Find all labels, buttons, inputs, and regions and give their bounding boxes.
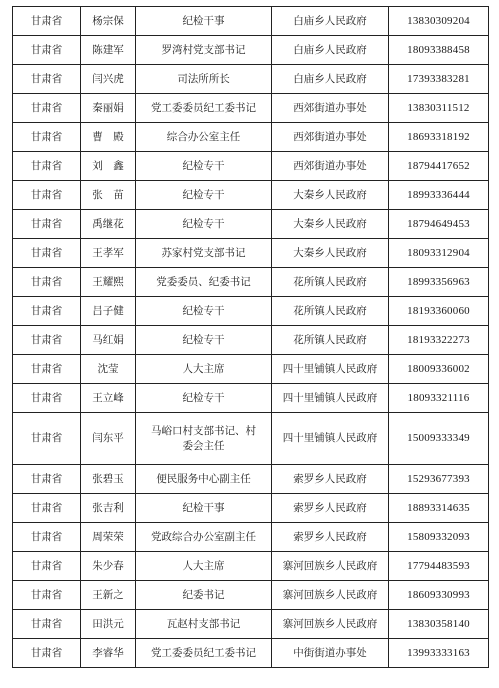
name-cell: 张吉利 bbox=[81, 494, 136, 523]
province-cell: 甘肃省 bbox=[13, 123, 81, 152]
table-row bbox=[13, 268, 489, 297]
phone-cell: 15809332093 bbox=[389, 523, 489, 552]
position-cell: 党政综合办公室副主任 bbox=[136, 523, 272, 552]
phone-cell: 18794417652 bbox=[389, 152, 489, 181]
table-row bbox=[13, 326, 489, 355]
name-cell: 沈莹 bbox=[81, 355, 136, 384]
table-row bbox=[13, 239, 489, 268]
name-cell: 田洪元 bbox=[81, 610, 136, 639]
phone-cell: 18893314635 bbox=[389, 494, 489, 523]
phone-cell: 15293677393 bbox=[389, 465, 489, 494]
province-cell: 甘肃省 bbox=[13, 268, 81, 297]
phone-cell: 18993356963 bbox=[389, 268, 489, 297]
name-cell: 秦丽娟 bbox=[81, 94, 136, 123]
province-cell: 甘肃省 bbox=[13, 523, 81, 552]
province-cell: 甘肃省 bbox=[13, 413, 81, 465]
phone-cell: 18093312904 bbox=[389, 239, 489, 268]
position-cell: 司法所所长 bbox=[136, 65, 272, 94]
table-row bbox=[13, 297, 489, 326]
position-cell: 人大主席 bbox=[136, 355, 272, 384]
unit-cell: 花所镇人民政府 bbox=[272, 326, 389, 355]
phone-cell: 13830358140 bbox=[389, 610, 489, 639]
name-cell: 王耀熙 bbox=[81, 268, 136, 297]
name-cell: 曹 殿 bbox=[81, 123, 136, 152]
province-cell: 甘肃省 bbox=[13, 581, 81, 610]
unit-cell: 大秦乡人民政府 bbox=[272, 239, 389, 268]
unit-cell: 索罗乡人民政府 bbox=[272, 494, 389, 523]
province-cell: 甘肃省 bbox=[13, 639, 81, 668]
phone-cell: 17794483593 bbox=[389, 552, 489, 581]
table-row bbox=[13, 210, 489, 239]
unit-cell: 中街街道办事处 bbox=[272, 639, 389, 668]
table-row bbox=[13, 581, 489, 610]
unit-cell: 花所镇人民政府 bbox=[272, 297, 389, 326]
province-cell: 甘肃省 bbox=[13, 610, 81, 639]
phone-cell: 18093321116 bbox=[389, 384, 489, 413]
position-cell: 人大主席 bbox=[136, 552, 272, 581]
phone-cell: 13830311512 bbox=[389, 94, 489, 123]
unit-cell: 花所镇人民政府 bbox=[272, 268, 389, 297]
unit-cell: 西郊街道办事处 bbox=[272, 94, 389, 123]
province-cell: 甘肃省 bbox=[13, 36, 81, 65]
phone-cell: 13993333163 bbox=[389, 639, 489, 668]
position-cell: 罗湾村党支部书记 bbox=[136, 36, 272, 65]
position-cell: 纪检专干 bbox=[136, 210, 272, 239]
name-cell: 吕子健 bbox=[81, 297, 136, 326]
name-cell: 朱少春 bbox=[81, 552, 136, 581]
phone-cell: 17393383281 bbox=[389, 65, 489, 94]
province-cell: 甘肃省 bbox=[13, 552, 81, 581]
name-cell: 马红娟 bbox=[81, 326, 136, 355]
phone-cell: 15009333349 bbox=[389, 413, 489, 465]
province-cell: 甘肃省 bbox=[13, 65, 81, 94]
position-cell: 纪检干事 bbox=[136, 494, 272, 523]
position-cell: 马峪口村支部书记、村委会主任 bbox=[136, 413, 272, 465]
table-row bbox=[13, 413, 489, 465]
unit-cell: 西郊街道办事处 bbox=[272, 123, 389, 152]
position-cell: 便民服务中心副主任 bbox=[136, 465, 272, 494]
phone-cell: 13830309204 bbox=[389, 7, 489, 36]
province-cell: 甘肃省 bbox=[13, 494, 81, 523]
table-row bbox=[13, 465, 489, 494]
table-row bbox=[13, 494, 489, 523]
phone-cell: 18093388458 bbox=[389, 36, 489, 65]
province-cell: 甘肃省 bbox=[13, 94, 81, 123]
name-cell: 闫东平 bbox=[81, 413, 136, 465]
position-cell: 纪检专干 bbox=[136, 297, 272, 326]
position-cell: 纪检专干 bbox=[136, 181, 272, 210]
name-cell: 王孝军 bbox=[81, 239, 136, 268]
phone-cell: 18009336002 bbox=[389, 355, 489, 384]
unit-cell: 白庙乡人民政府 bbox=[272, 7, 389, 36]
phone-cell: 18993336444 bbox=[389, 181, 489, 210]
unit-cell: 四十里铺镇人民政府 bbox=[272, 413, 389, 465]
phone-cell: 18193322273 bbox=[389, 326, 489, 355]
name-cell: 张 苗 bbox=[81, 181, 136, 210]
table-row bbox=[13, 523, 489, 552]
table-row bbox=[13, 65, 489, 94]
table-row bbox=[13, 552, 489, 581]
province-cell: 甘肃省 bbox=[13, 384, 81, 413]
province-cell: 甘肃省 bbox=[13, 326, 81, 355]
unit-cell: 白庙乡人民政府 bbox=[272, 36, 389, 65]
unit-cell: 寨河回族乡人民政府 bbox=[272, 610, 389, 639]
name-cell: 周荣荣 bbox=[81, 523, 136, 552]
unit-cell: 白庙乡人民政府 bbox=[272, 65, 389, 94]
unit-cell: 西郊街道办事处 bbox=[272, 152, 389, 181]
position-cell: 党工委委员纪工委书记 bbox=[136, 639, 272, 668]
province-cell: 甘肃省 bbox=[13, 152, 81, 181]
unit-cell: 四十里铺镇人民政府 bbox=[272, 355, 389, 384]
unit-cell: 索罗乡人民政府 bbox=[272, 465, 389, 494]
table-row bbox=[13, 7, 489, 36]
province-cell: 甘肃省 bbox=[13, 7, 81, 36]
name-cell: 王新之 bbox=[81, 581, 136, 610]
unit-cell: 寨河回族乡人民政府 bbox=[272, 581, 389, 610]
unit-cell: 四十里铺镇人民政府 bbox=[272, 384, 389, 413]
name-cell: 闫兴虎 bbox=[81, 65, 136, 94]
table-body bbox=[13, 7, 489, 668]
name-cell: 王立峰 bbox=[81, 384, 136, 413]
table-row bbox=[13, 355, 489, 384]
phone-cell: 18693318192 bbox=[389, 123, 489, 152]
province-cell: 甘肃省 bbox=[13, 297, 81, 326]
unit-cell: 索罗乡人民政府 bbox=[272, 523, 389, 552]
table-row bbox=[13, 123, 489, 152]
phone-cell: 18794649453 bbox=[389, 210, 489, 239]
position-cell: 纪检干事 bbox=[136, 7, 272, 36]
name-cell: 李睿华 bbox=[81, 639, 136, 668]
position-cell: 纪委书记 bbox=[136, 581, 272, 610]
name-cell: 张碧玉 bbox=[81, 465, 136, 494]
table-row bbox=[13, 181, 489, 210]
province-cell: 甘肃省 bbox=[13, 355, 81, 384]
name-cell: 杨宗保 bbox=[81, 7, 136, 36]
position-cell: 瓦赵村支部书记 bbox=[136, 610, 272, 639]
table-row bbox=[13, 36, 489, 65]
position-cell: 纪检专干 bbox=[136, 384, 272, 413]
name-cell: 刘 鑫 bbox=[81, 152, 136, 181]
position-cell: 纪检专干 bbox=[136, 326, 272, 355]
table-row bbox=[13, 610, 489, 639]
document-page bbox=[12, 6, 489, 668]
phone-cell: 18193360060 bbox=[389, 297, 489, 326]
table-row bbox=[13, 639, 489, 668]
unit-cell: 寨河回族乡人民政府 bbox=[272, 552, 389, 581]
table-row bbox=[13, 152, 489, 181]
position-cell: 纪检专干 bbox=[136, 152, 272, 181]
province-cell: 甘肃省 bbox=[13, 465, 81, 494]
position-cell: 综合办公室主任 bbox=[136, 123, 272, 152]
name-cell: 陈建军 bbox=[81, 36, 136, 65]
phone-cell: 18609330993 bbox=[389, 581, 489, 610]
province-cell: 甘肃省 bbox=[13, 181, 81, 210]
table-row bbox=[13, 384, 489, 413]
name-cell: 禹继花 bbox=[81, 210, 136, 239]
unit-cell: 大秦乡人民政府 bbox=[272, 210, 389, 239]
province-cell: 甘肃省 bbox=[13, 210, 81, 239]
province-cell: 甘肃省 bbox=[13, 239, 81, 268]
position-cell: 苏家村党支部书记 bbox=[136, 239, 272, 268]
personnel-table bbox=[12, 6, 489, 668]
position-cell: 党工委委员纪工委书记 bbox=[136, 94, 272, 123]
table-row bbox=[13, 94, 489, 123]
position-cell: 党委委员、纪委书记 bbox=[136, 268, 272, 297]
unit-cell: 大秦乡人民政府 bbox=[272, 181, 389, 210]
